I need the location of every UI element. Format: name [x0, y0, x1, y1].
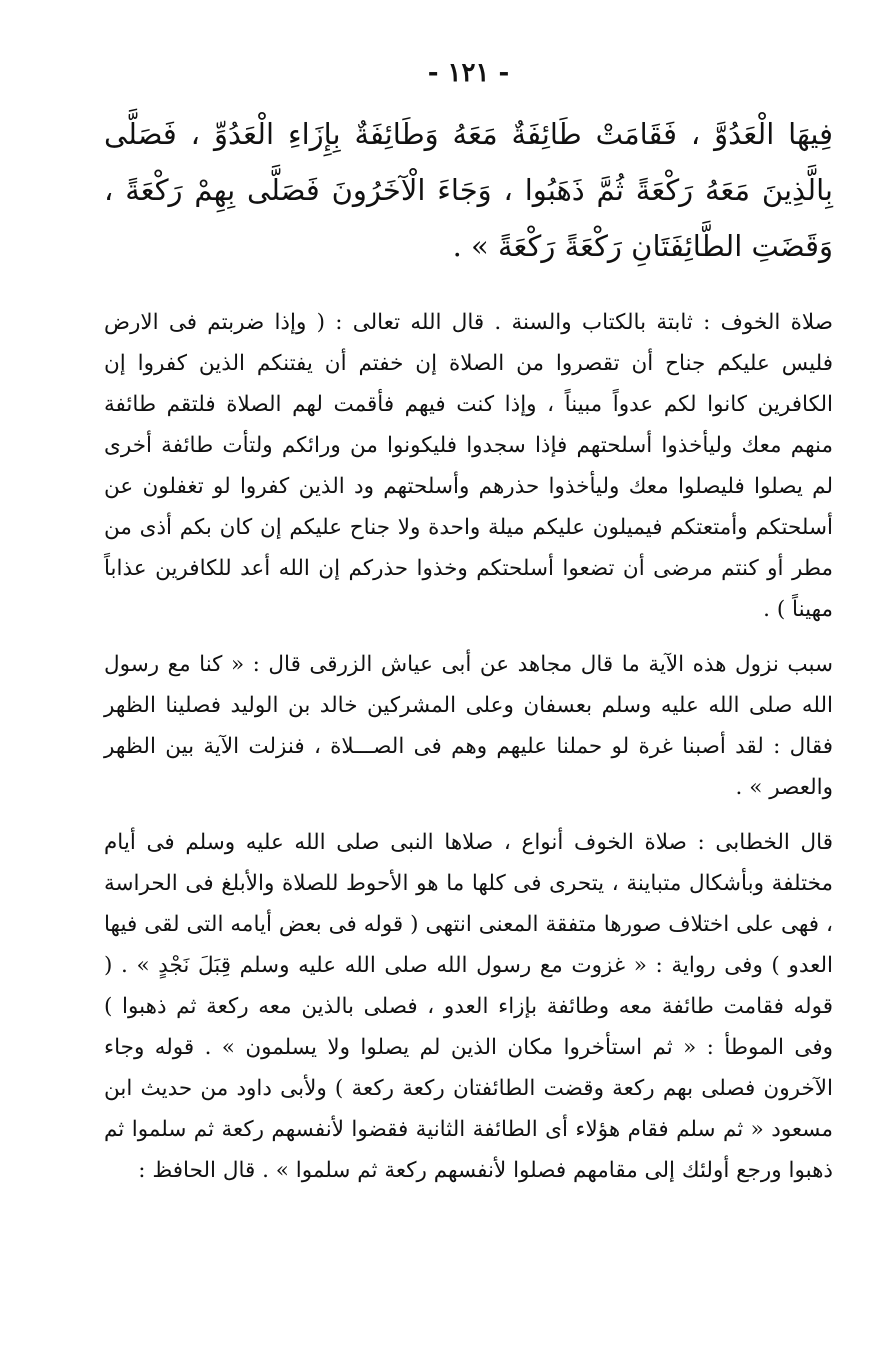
- paragraph-text: صلاة الخوف : ثابتة بالكتاب والسنة . قال الله تعالى : ( وإذا ضربتم فى الارض فليس عليكم جناح أن تقصروا من الصلاة إن خفتم أن يفتنكم الذين كفروا إن الكافرين كانوا لكم عدواً مبيناً ، وإذا كنت فيهم فأقمت لهم الصلاة فلتقم طائفة منهم معك وليأخذوا أسلحتهم فإذا سجدوا فليكونوا من ورائكم ولتأت طائفة أخرى لم يصلوا فليصلوا معك وليأخذوا حذرهم وأسلحتهم ود الذين كفروا لو تغفلون عن أسلحتكم وأمتعتكم فيميلون عليكم ميلة واحدة ولا جناح عليكم إن كان بكم أذى من مطر أو كنتم مرضى أن تضعوا أسلحتكم وخذوا حذركم إن الله أعد للكافرين عذاباً مهيناً ) .: [104, 310, 833, 622]
- paragraph-revelation-cause: [104, 644, 833, 808]
- paragraph-text: قال الخطابى : صلاة الخوف أنواع ، صلاها النبى صلى الله عليه وسلم فى أيام مختلفة وبأشكال متباينة ، يتحرى فى كلها ما هو الأحوط للصلاة والأبلغ فى الحراسة ، فهى على اختلاف صورها متفقة المعنى انتهى ( قوله فى بعض أيامه التى لقى فيها العدو ) وفى رواية : « غزوت مع رسول الله صلى الله عليه وسلم قِبَلَ نَجْدٍ » . ( قوله فقامت طائفة معه وطائفة بإزاء العدو ، فصلى بالذين معه ركعة ثم ذهبوا ) وفى الموطأ : « ثم استأخروا مكان الذين لم يصلوا ولا يسلمون » . قوله وجاء الآخرون فصلى بهم ركعة وقضت الطائفتان ركعة ركعة ) ولأبى داود من حديث ابن مسعود « ثم سلم فقام هؤلاء أى الطائفة الثانية فقضوا لأنفسهم ركعة ثم سلموا ثم ذهبوا ورجع أولئك إلى مقامهم فصلوا لأنفسهم ركعة ثم سلموا » . قال الحافظ :: [104, 830, 833, 1183]
- paragraph-khattabi-commentary: [104, 822, 833, 1191]
- hadith-quote: فِيهَا الْعَدُوَّ ، فَقَامَتْ طَائِفَةٌ مَعَهُ وَطَائِفَةٌ بِإِزَاءِ الْعَدُوِّ ، فَصَلَّى بِالَّذِينَ مَعَهُ رَكْعَةً ثُمَّ ذَهَبُوا ، وَجَاءَ الْآخَرُونَ فَصَلَّى بِهِمْ رَكْعَةً ، وَقَضَتِ الطَّائِفَتَانِ رَكْعَةً رَكْعَةً » .: [104, 117, 833, 263]
- paragraph-text: سبب نزول هذه الآية ما قال مجاهد عن أبى عياش الزرقى قال : « كنا مع رسول الله صلى الله عليه وسلم بعسفان وعلى المشركين خالد بن الوليد فصلينا الظهر فقال : لقد أصبنا غرة لو حملنا عليهم وهم فى الصـــلاة ، فنزلت الآية بين الظهر والعصر » .: [104, 652, 833, 800]
- page-number: - ١٢١ -: [427, 58, 510, 88]
- paragraph-fear-prayer: [104, 302, 833, 630]
